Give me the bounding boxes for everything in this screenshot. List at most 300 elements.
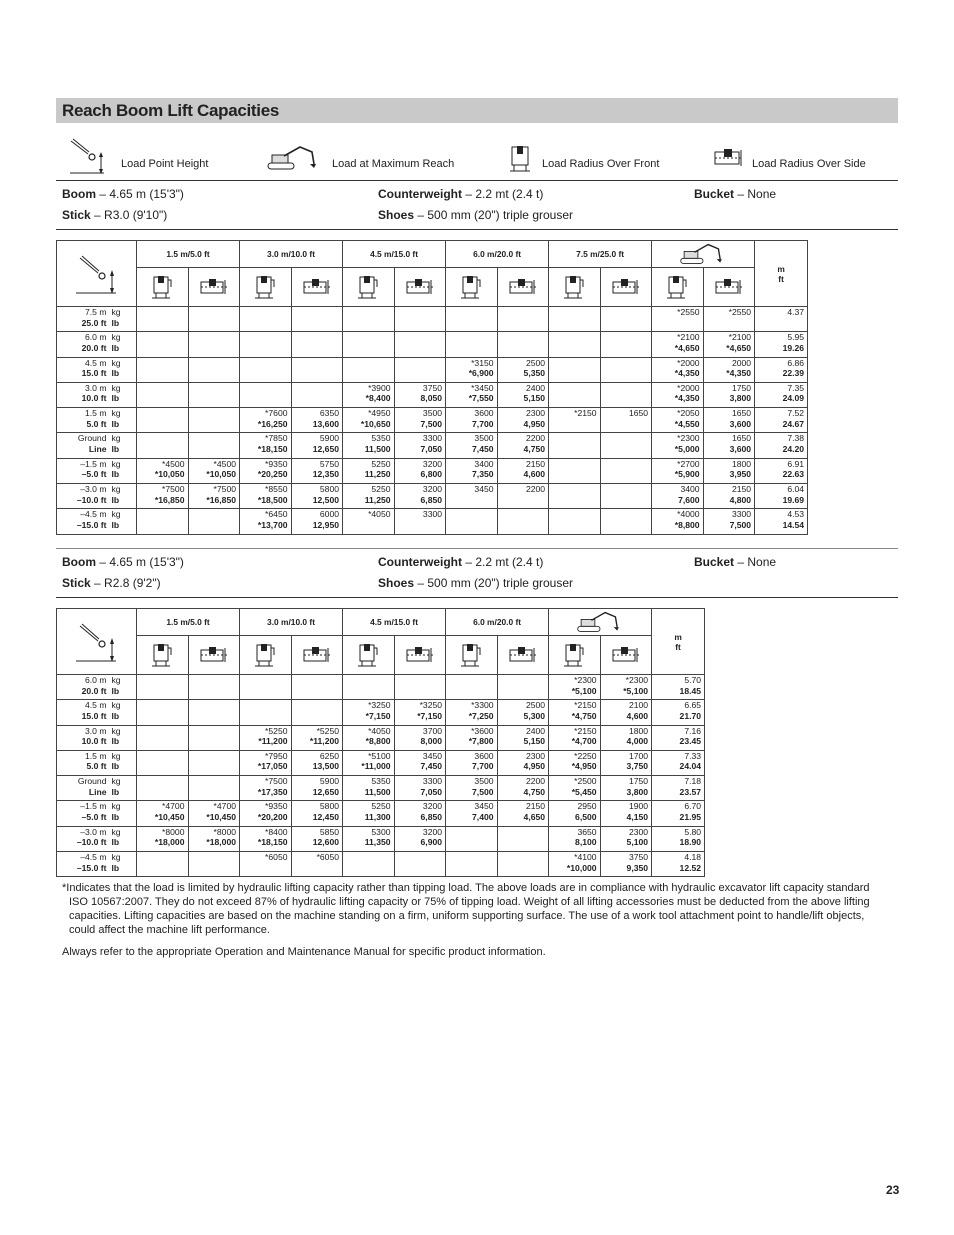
load-at-max-reach-icon <box>652 241 755 268</box>
unit-label: kg lb <box>110 750 137 775</box>
capacity-cell: 1800 4,000 <box>600 725 652 750</box>
load-radius-side-icon <box>291 268 343 307</box>
counterweight-spec: Counterweight – 2.2 mt (2.4 t) <box>378 187 544 201</box>
capacity-cell <box>240 382 292 407</box>
capacity-cell: *8000 *18,000 <box>137 826 189 851</box>
load-radius-side-icon <box>497 268 549 307</box>
capacity-cell: 5250 11,250 <box>343 458 395 483</box>
capacity-cell: 5.80 18.90 <box>652 826 705 851</box>
capacity-cell <box>446 675 498 700</box>
capacity-cell: 2500 5,300 <box>497 700 549 725</box>
load-point-height: –4.5 m –15.0 ft <box>57 852 110 877</box>
capacity-cell <box>188 382 240 407</box>
table-row <box>57 675 705 700</box>
capacity-cell: 3300 <box>394 509 446 534</box>
legend-load-point-height <box>68 138 268 180</box>
radius-header: 4.5 m/15.0 ft <box>343 241 446 268</box>
legend-load-radius-front <box>508 138 708 180</box>
capacity-cell: *4500 *10,050 <box>137 458 189 483</box>
unit-label: kg lb <box>110 700 137 725</box>
table-row <box>57 357 808 382</box>
capacity-cell: 5250 11,300 <box>343 801 395 826</box>
load-point-height: –4.5 m –15.0 ft <box>57 509 110 534</box>
boom-spec: Boom – 4.65 m (15'3") <box>62 187 184 201</box>
load-radius-front-icon <box>343 268 395 307</box>
load-radius-front-icon <box>549 636 601 675</box>
radius-header: 6.0 m/20.0 ft <box>446 609 549 636</box>
capacity-cell <box>394 675 446 700</box>
capacity-cell: *6050 <box>240 852 292 877</box>
capacity-cell: *4000 *8,800 <box>652 509 704 534</box>
bucket-spec: Bucket – None <box>694 555 777 569</box>
capacity-cell <box>600 433 652 458</box>
capacity-cell: *2000 *4,350 <box>652 357 704 382</box>
capacity-cell: 2200 4,750 <box>497 776 549 801</box>
load-point-height: Ground Line <box>57 433 110 458</box>
capacity-cell: *2100 *4,650 <box>703 332 755 357</box>
capacity-cell <box>343 332 395 357</box>
capacity-cell <box>497 332 549 357</box>
capacity-cell <box>137 750 189 775</box>
unit-label: kg lb <box>110 408 137 433</box>
capacity-cell <box>549 458 601 483</box>
capacity-cell: 2150 4,600 <box>497 458 549 483</box>
capacity-cell: *2700 *5,900 <box>652 458 704 483</box>
unit-label: kg lb <box>110 332 137 357</box>
capacity-cell: 6.65 21.70 <box>652 700 705 725</box>
unit-label: kg lb <box>110 484 137 509</box>
radius-header: 7.5 m/25.0 ft <box>549 241 652 268</box>
load-point-height-icon <box>57 609 137 675</box>
capacity-cell <box>394 307 446 332</box>
capacity-cell: *2500 *5,450 <box>549 776 601 801</box>
load-radius-side-icon <box>291 636 343 675</box>
capacity-cell: *4700 *10,450 <box>137 801 189 826</box>
table-row <box>57 776 705 801</box>
legend-label: Load at Maximum Reach <box>332 158 455 170</box>
capacity-cell: 1750 3,800 <box>600 776 652 801</box>
capacity-cell: 3700 8,000 <box>394 725 446 750</box>
load-radius-front-icon <box>446 636 498 675</box>
capacity-cell: 5350 11,500 <box>343 433 395 458</box>
capacity-cell: *8000 *18,000 <box>188 826 240 851</box>
capacity-cell <box>188 852 240 877</box>
unit-label: kg lb <box>110 307 137 332</box>
capacity-cell: *2150 *4,750 <box>549 700 601 725</box>
capacity-cell: 2150 4,800 <box>703 484 755 509</box>
capacity-cell <box>137 509 189 534</box>
capacity-cell <box>240 357 292 382</box>
capacity-cell: 7.52 24.67 <box>755 408 808 433</box>
capacity-cell: *7600 *16,250 <box>240 408 292 433</box>
capacity-cell <box>549 433 601 458</box>
load-radius-front-icon <box>137 268 189 307</box>
capacity-cell: 2400 5,150 <box>497 725 549 750</box>
capacity-cell: 1700 3,750 <box>600 750 652 775</box>
load-radius-side-icon <box>188 268 240 307</box>
capacity-cell <box>240 675 292 700</box>
capacity-cell: 3200 6,900 <box>394 826 446 851</box>
manual-note: Always refer to the appropriate Operation and Maintenance Manual for specific product information. <box>62 946 546 958</box>
capacity-cell: *6450 *13,700 <box>240 509 292 534</box>
radius-header: 1.5 m/5.0 ft <box>137 609 240 636</box>
icon-legend <box>56 138 898 180</box>
title-banner <box>56 98 898 123</box>
capacity-cell <box>188 307 240 332</box>
capacity-cell: *7850 *18,150 <box>240 433 292 458</box>
capacity-cell <box>600 458 652 483</box>
table-row <box>57 725 705 750</box>
capacity-cell: *4050 <box>343 509 395 534</box>
capacity-cell: *6050 <box>291 852 343 877</box>
capacity-cell <box>291 332 343 357</box>
capacity-cell <box>446 852 498 877</box>
load-point-height: 7.5 m 25.0 ft <box>57 307 110 332</box>
load-radius-side-icon <box>712 146 746 170</box>
capacity-cell: 3500 7,450 <box>446 433 498 458</box>
capacity-cell <box>291 382 343 407</box>
load-at-max-reach-icon <box>549 609 652 636</box>
load-radius-front-icon <box>343 636 395 675</box>
capacity-cell: 6.04 19.69 <box>755 484 808 509</box>
capacity-cell: 4.18 12.52 <box>652 852 705 877</box>
capacity-cell: 3750 8,050 <box>394 382 446 407</box>
radius-header: 1.5 m/5.0 ft <box>137 241 240 268</box>
capacity-cell: 5900 12,650 <box>291 433 343 458</box>
table-row <box>57 750 705 775</box>
capacity-cell <box>188 408 240 433</box>
load-point-height-icon <box>57 241 137 307</box>
capacity-cell: *2250 *4,950 <box>549 750 601 775</box>
legend-load-max-reach <box>266 138 486 180</box>
capacity-cell <box>291 307 343 332</box>
capacity-cell <box>137 357 189 382</box>
capacity-cell: *4100 *10,000 <box>549 852 601 877</box>
capacity-cell <box>188 776 240 801</box>
capacity-cell: 3200 6,850 <box>394 484 446 509</box>
capacity-cell: 1900 4,150 <box>600 801 652 826</box>
capacity-cell: 6250 13,500 <box>291 750 343 775</box>
load-point-height: 1.5 m 5.0 ft <box>57 408 110 433</box>
load-point-height: 6.0 m 20.0 ft <box>57 675 110 700</box>
capacity-cell: 5350 11,500 <box>343 776 395 801</box>
load-radius-front-icon <box>508 144 534 174</box>
capacity-cell: 5800 12,500 <box>291 484 343 509</box>
capacity-cell: 5.70 18.45 <box>652 675 705 700</box>
table-row <box>57 826 705 851</box>
capacity-cell: *3600 *7,800 <box>446 725 498 750</box>
capacity-cell <box>137 332 189 357</box>
unit-label: kg lb <box>110 776 137 801</box>
capacity-cell: 3300 7,050 <box>394 433 446 458</box>
capacity-cell <box>188 332 240 357</box>
capacity-cell: *2550 <box>703 307 755 332</box>
capacity-cell: *8550 *18,500 <box>240 484 292 509</box>
shoes-spec: Shoes – 500 mm (20") triple grouser <box>378 208 574 222</box>
capacity-cell: 2200 <box>497 484 549 509</box>
capacity-cell <box>343 307 395 332</box>
capacity-cell <box>394 852 446 877</box>
capacity-cell <box>188 725 240 750</box>
capacity-cell: 1800 3,950 <box>703 458 755 483</box>
load-radius-front-icon <box>240 636 292 675</box>
capacity-cell: *7500 *16,850 <box>137 484 189 509</box>
capacity-cell <box>497 509 549 534</box>
capacity-cell <box>600 484 652 509</box>
load-point-height: –3.0 m –10.0 ft <box>57 484 110 509</box>
capacity-cell <box>497 852 549 877</box>
load-radius-side-icon <box>394 268 446 307</box>
capacity-cell: 6350 13,600 <box>291 408 343 433</box>
capacity-cell <box>188 675 240 700</box>
capacity-cell <box>137 852 189 877</box>
capacity-cell: 3600 7,700 <box>446 750 498 775</box>
capacity-cell: *5250 *11,200 <box>291 725 343 750</box>
capacity-cell: 3450 <box>446 484 498 509</box>
capacity-cell: *7950 *17,050 <box>240 750 292 775</box>
load-radius-side-icon <box>497 636 549 675</box>
capacity-cell: 7.33 24.04 <box>652 750 705 775</box>
capacity-cell: 6.86 22.39 <box>755 357 808 382</box>
capacity-cell <box>446 307 498 332</box>
capacity-cell: 7.35 24.09 <box>755 382 808 407</box>
capacity-cell <box>188 357 240 382</box>
capacity-cell <box>497 307 549 332</box>
boom-spec: Boom – 4.65 m (15'3") <box>62 555 184 569</box>
capacity-cell: 3450 7,400 <box>446 801 498 826</box>
capacity-cell <box>446 509 498 534</box>
capacity-cell <box>240 700 292 725</box>
capacity-cell <box>291 700 343 725</box>
legend-label: Load Radius Over Front <box>542 158 660 170</box>
capacity-cell: 2300 4,950 <box>497 750 549 775</box>
load-at-max-reach-icon <box>266 144 322 172</box>
capacity-cell: *2300 *5,100 <box>600 675 652 700</box>
capacity-cell <box>549 357 601 382</box>
capacity-cell: *5100 *11,000 <box>343 750 395 775</box>
legend-load-radius-side <box>712 138 898 180</box>
table-row <box>57 484 808 509</box>
capacity-cell <box>549 382 601 407</box>
capacity-cell: *3300 *7,250 <box>446 700 498 725</box>
capacity-cell: 2400 5,150 <box>497 382 549 407</box>
load-point-height: 6.0 m 20.0 ft <box>57 332 110 357</box>
unit-label: kg lb <box>110 382 137 407</box>
capacity-cell <box>549 484 601 509</box>
counterweight-spec: Counterweight – 2.2 mt (2.4 t) <box>378 555 544 569</box>
capacity-cell: 3750 9,350 <box>600 852 652 877</box>
capacity-cell: 2000 *4,350 <box>703 357 755 382</box>
load-point-height: 3.0 m 10.0 ft <box>57 382 110 407</box>
lift-capacity-table-2 <box>56 608 705 877</box>
load-point-height: 1.5 m 5.0 ft <box>57 750 110 775</box>
load-radius-side-icon <box>600 268 652 307</box>
capacity-cell: *2050 *4,550 <box>652 408 704 433</box>
capacity-cell <box>137 700 189 725</box>
load-radius-front-icon <box>137 636 189 675</box>
reach-header: m ft <box>652 609 705 675</box>
capacity-cell <box>240 307 292 332</box>
shoes-spec: Shoes – 500 mm (20") triple grouser <box>378 576 574 590</box>
capacity-cell: *9350 *20,250 <box>240 458 292 483</box>
load-radius-front-icon <box>652 268 704 307</box>
capacity-cell: *3250 *7,150 <box>343 700 395 725</box>
radius-header: 4.5 m/15.0 ft <box>343 609 446 636</box>
load-radius-side-icon <box>188 636 240 675</box>
capacity-cell: 2200 4,750 <box>497 433 549 458</box>
capacity-cell <box>188 509 240 534</box>
capacity-cell: 2300 5,100 <box>600 826 652 851</box>
capacity-cell: 2100 4,600 <box>600 700 652 725</box>
capacity-cell <box>497 826 549 851</box>
capacity-cell <box>137 776 189 801</box>
capacity-cell: 6.70 21.95 <box>652 801 705 826</box>
table-row <box>57 382 808 407</box>
capacity-cell: *8400 *18,150 <box>240 826 292 851</box>
radius-header: 3.0 m/10.0 ft <box>240 609 343 636</box>
load-point-height: 4.5 m 15.0 ft <box>57 357 110 382</box>
capacity-cell: 7.16 23.45 <box>652 725 705 750</box>
capacity-cell <box>394 332 446 357</box>
capacity-cell <box>600 357 652 382</box>
capacity-cell: 1650 3,600 <box>703 433 755 458</box>
capacity-cell: 3200 6,850 <box>394 801 446 826</box>
capacity-cell: 5800 12,450 <box>291 801 343 826</box>
capacity-cell <box>600 332 652 357</box>
capacity-cell: 3300 7,500 <box>703 509 755 534</box>
divider <box>56 229 898 230</box>
capacity-cell: 3650 8,100 <box>549 826 601 851</box>
capacity-cell: *2100 *4,650 <box>652 332 704 357</box>
capacity-cell: 5250 11,250 <box>343 484 395 509</box>
capacity-cell: 1650 <box>600 408 652 433</box>
unit-label: kg lb <box>110 801 137 826</box>
reach-header: m ft <box>755 241 808 307</box>
capacity-cell: *4500 *10,050 <box>188 458 240 483</box>
capacity-cell: 2500 5,350 <box>497 357 549 382</box>
capacity-cell: *9350 *20,200 <box>240 801 292 826</box>
radius-header: 3.0 m/10.0 ft <box>240 241 343 268</box>
capacity-cell: *2150 <box>549 408 601 433</box>
capacity-cell: *7500 *17,350 <box>240 776 292 801</box>
capacity-cell: *3250 *7,150 <box>394 700 446 725</box>
divider <box>56 597 898 598</box>
table-row <box>57 509 808 534</box>
capacity-cell: 3400 7,350 <box>446 458 498 483</box>
capacity-cell: *3900 *8,400 <box>343 382 395 407</box>
capacity-cell: *5250 *11,200 <box>240 725 292 750</box>
page-title: Reach Boom Lift Capacities <box>62 101 280 120</box>
load-point-height: –3.0 m –10.0 ft <box>57 826 110 851</box>
radius-header: 6.0 m/20.0 ft <box>446 241 549 268</box>
capacity-cell <box>137 433 189 458</box>
table-row <box>57 433 808 458</box>
table-row <box>57 458 808 483</box>
capacity-cell: 3500 7,500 <box>446 776 498 801</box>
capacity-cell: *7500 *16,850 <box>188 484 240 509</box>
load-radius-side-icon <box>600 636 652 675</box>
capacity-cell <box>600 307 652 332</box>
capacity-cell <box>188 433 240 458</box>
stick-spec: Stick – R3.0 (9'10") <box>62 208 168 222</box>
capacity-cell <box>446 332 498 357</box>
capacity-cell <box>549 332 601 357</box>
capacity-cell <box>240 332 292 357</box>
capacity-cell <box>497 675 549 700</box>
capacity-cell <box>549 509 601 534</box>
capacity-cell: *2550 <box>652 307 704 332</box>
load-radius-side-icon <box>703 268 755 307</box>
capacity-cell: 3400 7,600 <box>652 484 704 509</box>
capacity-cell <box>343 357 395 382</box>
load-radius-front-icon <box>549 268 601 307</box>
capacity-cell: 6.91 22.63 <box>755 458 808 483</box>
load-point-height: –1.5 m –5.0 ft <box>57 801 110 826</box>
capacity-cell <box>394 357 446 382</box>
table-row <box>57 852 705 877</box>
legend-label: Load Radius Over Side <box>752 158 866 170</box>
stick-spec: Stick – R2.8 (9'2") <box>62 576 161 590</box>
capacity-cell <box>137 725 189 750</box>
capacity-cell: 1750 3,800 <box>703 382 755 407</box>
table-row <box>57 307 808 332</box>
capacity-cell <box>137 382 189 407</box>
capacity-cell: 1650 3,600 <box>703 408 755 433</box>
capacity-cell <box>549 307 601 332</box>
capacity-cell: 2300 4,950 <box>497 408 549 433</box>
capacity-cell <box>291 357 343 382</box>
capacity-cell: 5750 12,350 <box>291 458 343 483</box>
divider <box>56 180 898 181</box>
capacity-cell <box>137 408 189 433</box>
capacity-cell: 3200 6,800 <box>394 458 446 483</box>
capacity-cell: 3500 7,500 <box>394 408 446 433</box>
capacity-cell: 4.37 <box>755 307 808 332</box>
capacity-cell: *2300 *5,100 <box>549 675 601 700</box>
unit-label: kg lb <box>110 675 137 700</box>
capacity-cell: 4.53 14.54 <box>755 509 808 534</box>
page-number: 23 <box>886 1183 900 1197</box>
unit-label: kg lb <box>110 852 137 877</box>
load-point-height: –1.5 m –5.0 ft <box>57 458 110 483</box>
capacity-cell: *4700 *10,450 <box>188 801 240 826</box>
footnote: *Indicates that the load is limited by hydraulic lifting capacity rather than tipping load. The above loads are in compliance with hydraulic excavator lift capacity standard ISO 10567:2007. They do not exceed 87% of hydraulic lifting capacity or 75% of tipping load. Weight of all lifting accessories must be deducted from the above lifting capacities. Lifting capacities are based on the machine standing on a firm, uniform supporting surface. The use of a work tool attachment point to handle/lift objects, could affect the machine lift performance. <box>62 882 870 936</box>
table-row <box>57 332 808 357</box>
capacity-cell: 7.38 24.20 <box>755 433 808 458</box>
capacity-cell: *2300 *5,000 <box>652 433 704 458</box>
table-row <box>57 700 705 725</box>
divider <box>56 548 898 549</box>
unit-label: kg lb <box>110 433 137 458</box>
capacity-cell <box>343 852 395 877</box>
capacity-cell: *2000 *4,350 <box>652 382 704 407</box>
unit-label: kg lb <box>110 725 137 750</box>
load-point-height-icon <box>68 138 108 176</box>
lift-capacity-table-1 <box>56 240 808 535</box>
load-point-height: 3.0 m 10.0 ft <box>57 725 110 750</box>
capacity-cell: 5850 12,600 <box>291 826 343 851</box>
capacity-cell: 7.18 23.57 <box>652 776 705 801</box>
table-row <box>57 801 705 826</box>
capacity-cell: 6000 12,950 <box>291 509 343 534</box>
capacity-cell: 5.95 19.26 <box>755 332 808 357</box>
capacity-cell <box>600 382 652 407</box>
capacity-cell: *2150 *4,700 <box>549 725 601 750</box>
capacity-cell: *4050 *8,800 <box>343 725 395 750</box>
capacity-cell: *3150 *6,900 <box>446 357 498 382</box>
capacity-cell: 3600 7,700 <box>446 408 498 433</box>
capacity-cell <box>137 307 189 332</box>
